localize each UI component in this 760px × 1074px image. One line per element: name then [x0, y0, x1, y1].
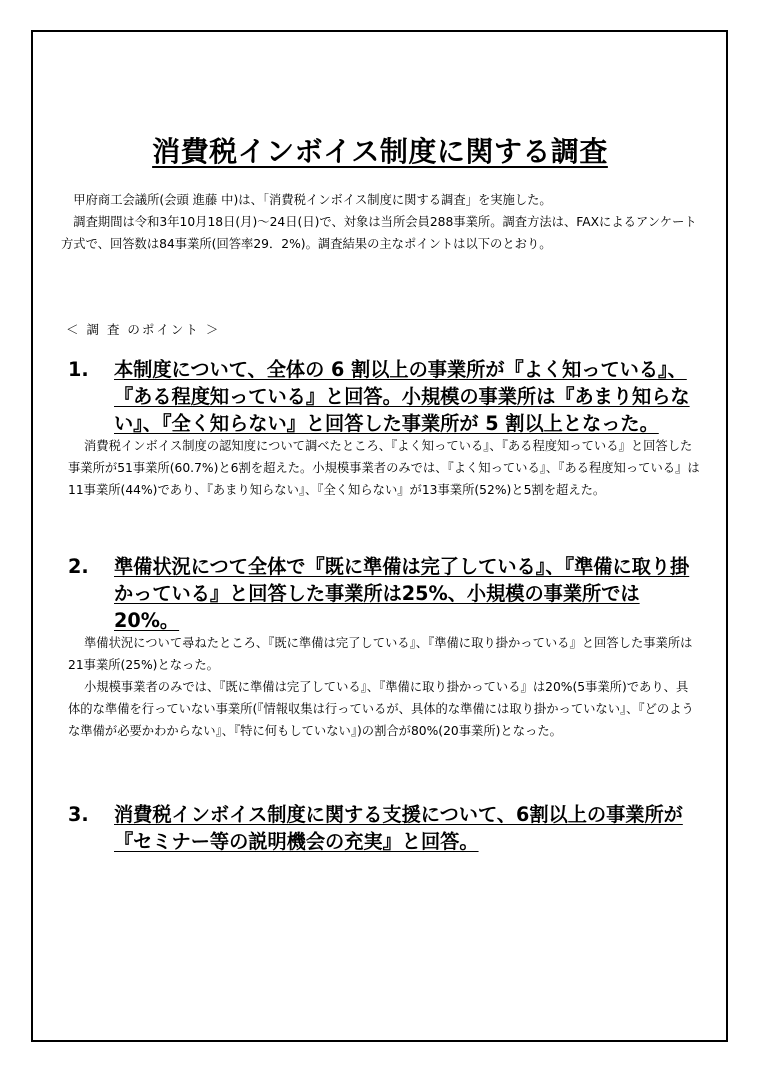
section-number: 3.: [68, 803, 89, 826]
intro-paragraph: 調査期間は令和3年10月18日(月)～24日(日)で、対象は当所会員288事業所。調査方法は、FAXによるアンケート方式で、回答数は84事業所(回答率29．2%)。調査結果の主なポイントは以下のとおり。: [61, 215, 697, 251]
section-heading-text: 本制度について、全体の 6 割以上の事業所が『よく知っている』、『ある程度知っている』と回答。小規模の事業所は『あまり知らない』、『全く知らない』と回答した事業所が 5 割以上となった。: [114, 358, 690, 435]
section-2-body: [68, 632, 700, 742]
section-1-heading: [68, 356, 700, 437]
points-heading: ＜ 調 査 のポイント ＞: [66, 322, 221, 337]
section-number: 2.: [68, 555, 89, 578]
section-3-heading: [68, 801, 700, 855]
section-2-heading: [68, 553, 700, 634]
section-1-body: [68, 435, 700, 501]
section-paragraph: 準備状況について尋ねたところ、『既に準備は完了している』、『準備に取り掛かっている』と回答した事業所は21事業所(25%)となった。: [68, 636, 693, 672]
section-heading-text: 消費税インボイス制度に関する支援について、6割以上の事業所が『セミナー等の説明機会の充実』と回答。: [114, 803, 683, 853]
page-title: 消費税インボイス制度に関する調査: [152, 135, 608, 168]
section-paragraph: 消費税インボイス制度の認知度について調べたところ、『よく知っている』、『ある程度知っている』と回答した事業所が51事業所(60.7%)と6割を超えた。小規模事業者のみでは、『よく知っている』、『ある程度知っている』は11事業所(44%)であり、『あまり知らない』、『全く知らない』が13事業所(52%)と5割を超えた。: [68, 439, 700, 497]
section-paragraph: 小規模事業者のみでは、『既に準備は完了している』、『準備に取り掛かっている』は20%(5事業所)であり、具体的な準備を行っていない事業所(『情報収集は行っているが、具体的な準備には取り掛かっていない』、『どのような準備が必要かわからない』、『特に何もしていない』)の割合が80%(20事業所)となった。: [68, 680, 694, 738]
intro-section: [61, 189, 701, 255]
page-border: [31, 30, 728, 1042]
section-number: 1.: [68, 358, 89, 381]
section-heading-text: 準備状況につて全体で『既に準備は完了している』、『準備に取り掛かっている』と回答した事業所は25%、小規模の事業所では 20%。: [114, 555, 690, 632]
intro-paragraph: 甲府商工会議所(会頭 進藤 中)は、「消費税インボイス制度に関する調査」を実施した。: [73, 193, 552, 207]
